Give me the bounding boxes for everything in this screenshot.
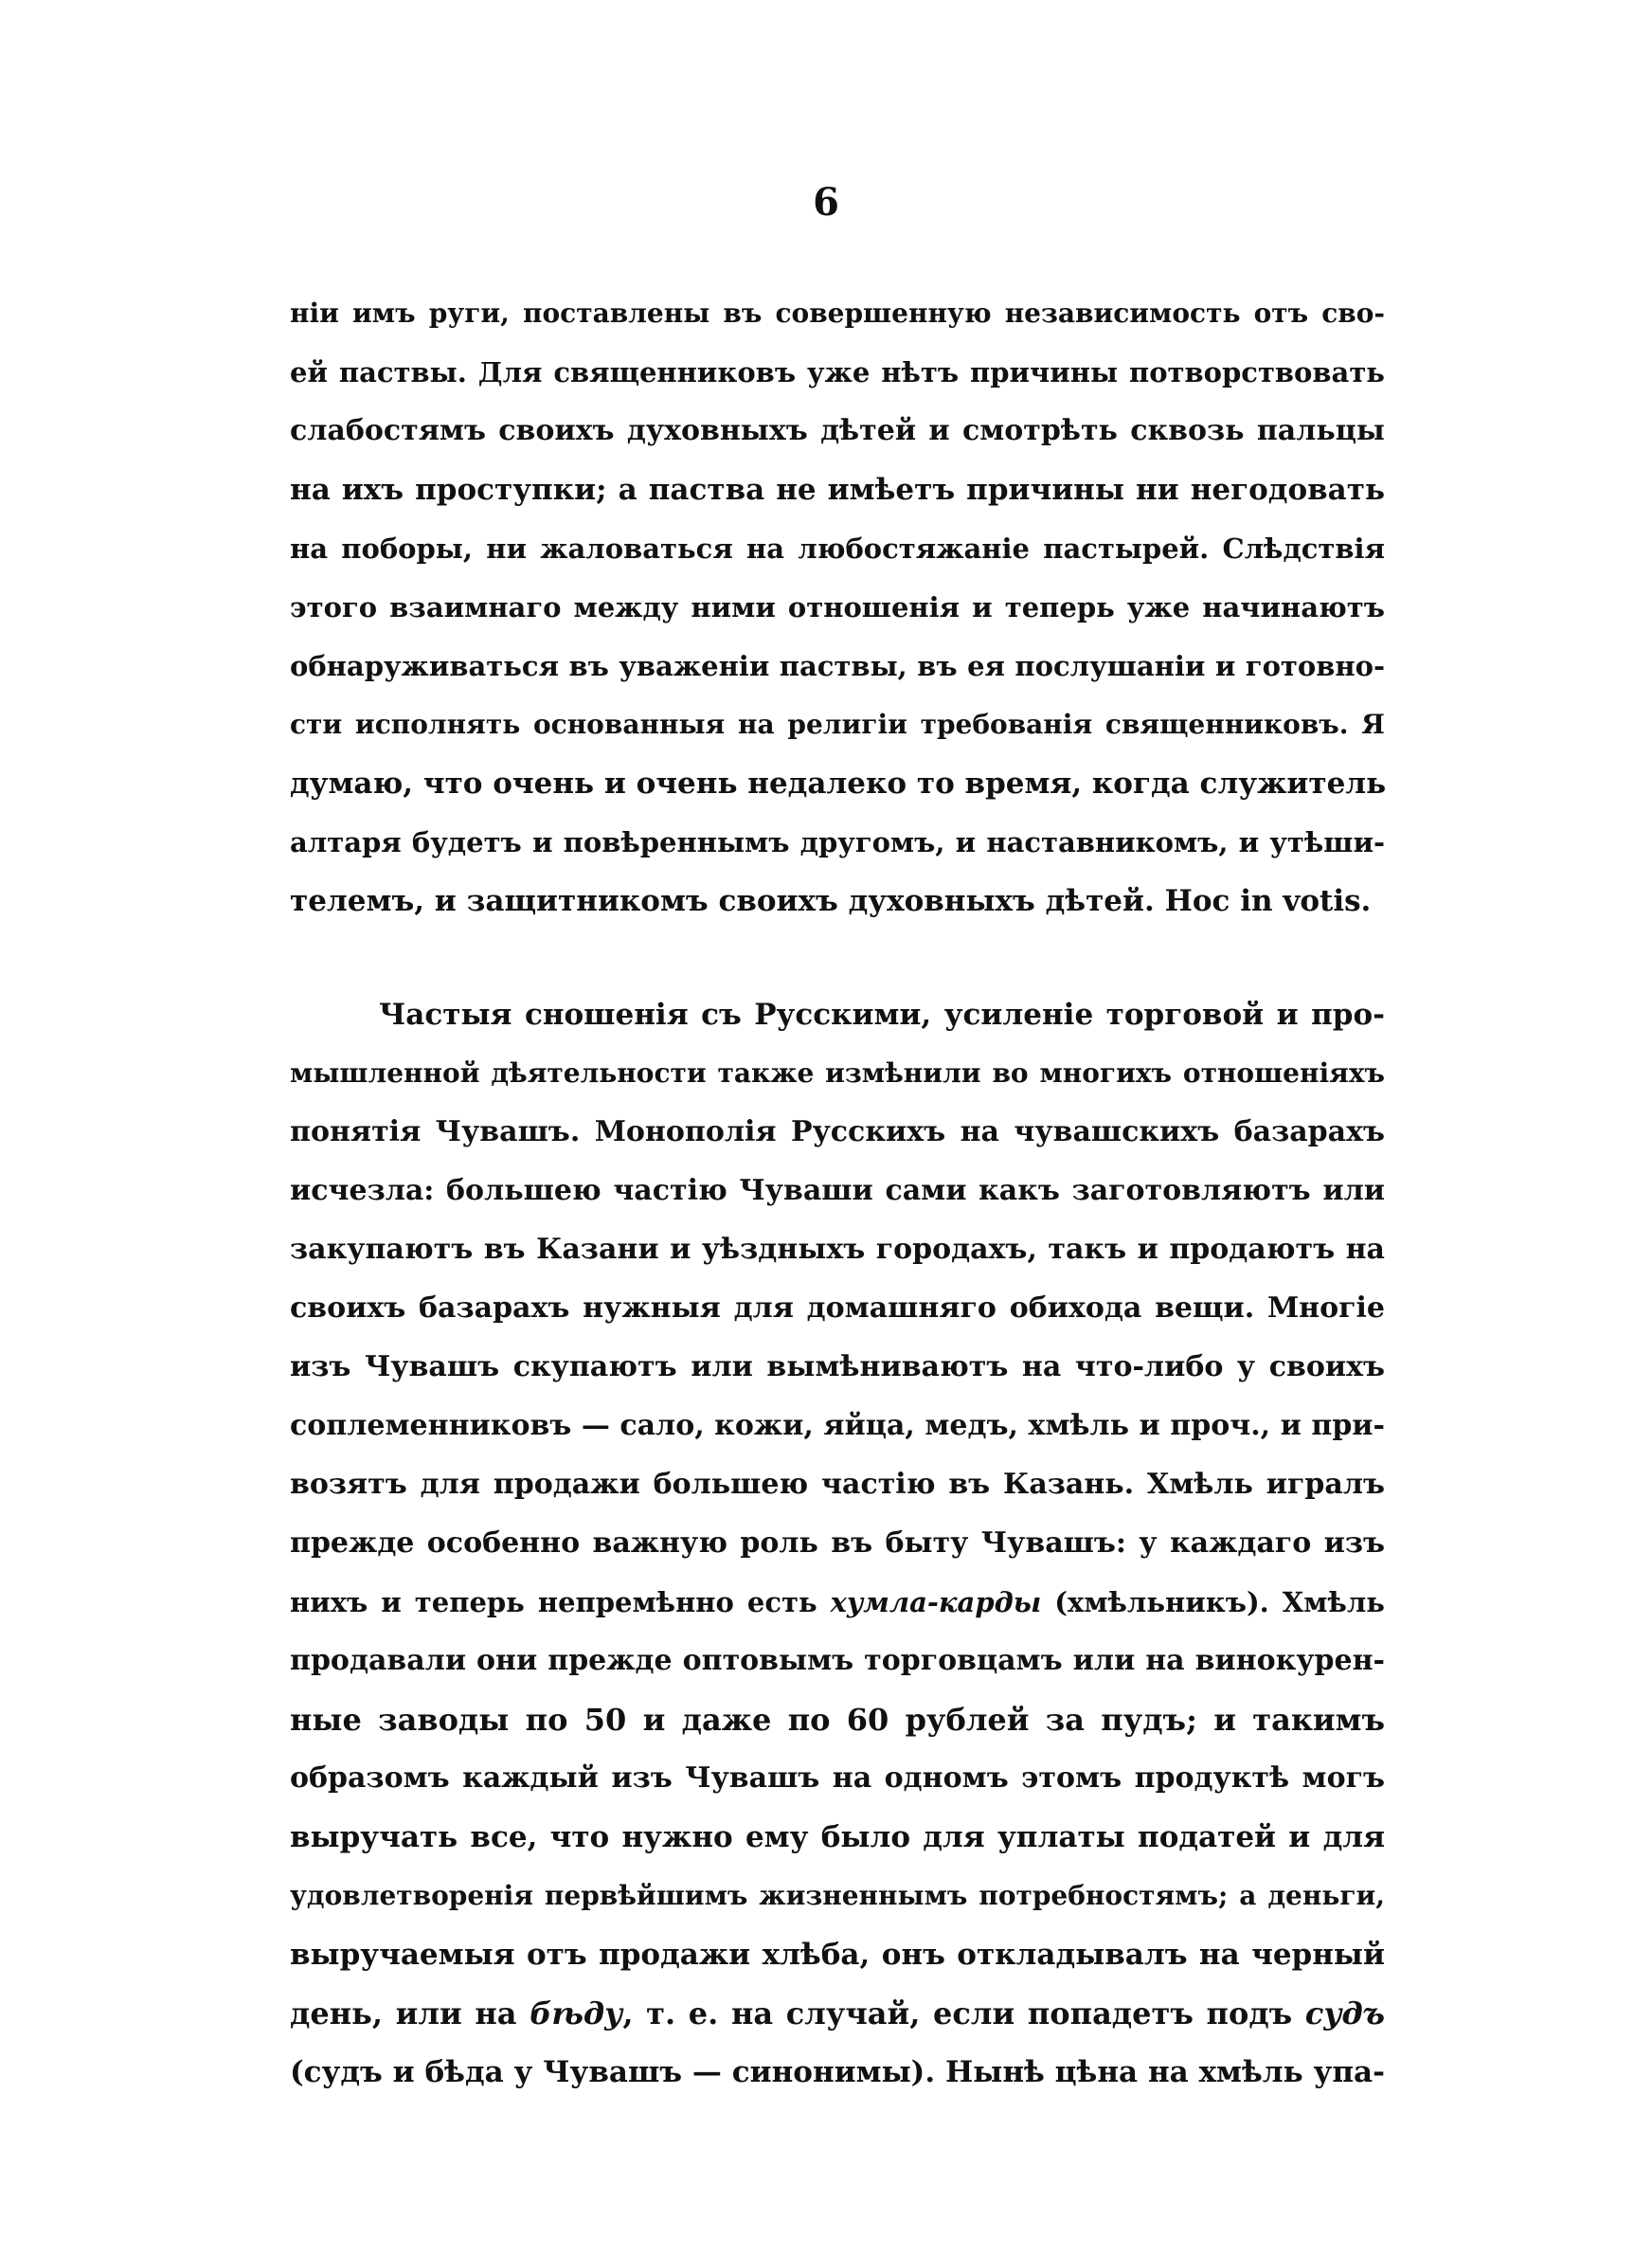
text-line: слабостямъ своихъ духовныхъ дѣтей и смотрѣть сквозь пальцы (290, 414, 1385, 447)
text-line: удовлетворенiя первѣйшимъ жизненнымъ потребностямъ; а деньги, (290, 1880, 1385, 1911)
text-line: выручаемыя отъ продажи хлѣба, онъ откладывалъ на черный (290, 1938, 1385, 1972)
text-line: закупаютъ въ Казани и уѣздныхъ городахъ, такъ и продаютъ на (290, 1233, 1385, 1266)
page-number: 6 (813, 180, 839, 225)
text-line: мышленной дѣятельности также измѣнили во многихъ отношенiяхъ (290, 1057, 1385, 1089)
text-line: соплеменниковъ — сало, кожи, яйца, медъ, хмѣль и проч., и при- (290, 1409, 1385, 1442)
text-line: на поборы, ни жаловаться на любостяжанiе пастырей. Слѣдствiя (290, 533, 1385, 565)
text-line: продавали они прежде оптовымъ торговцамъ или на винокурен- (290, 1644, 1385, 1677)
text-line: день, или на бѣду, т. е. на случай, если попадетъ подъ судъ (290, 1995, 1386, 2031)
text-line: на ихъ проступки; а паства не имѣетъ причины ни негодовать (290, 473, 1385, 507)
text-line: нiи имъ руги, поставлены въ совершенную независимость отъ сво- (290, 298, 1385, 329)
text-line: своихъ базарахъ нужныя для домашняго обихода вещи. Многiе (290, 1291, 1385, 1325)
text-line: выручать все, что нужно ему было для уплаты податей и для (290, 1820, 1385, 1854)
text-line: Частыя сношенiя съ Русскими, усиленiе торговой и про- (379, 998, 1385, 1032)
text-line: понятiя Чувашъ. Монополiя Русскихъ на чувашскихъ базарахъ (290, 1115, 1385, 1148)
text-line: думаю, что очень и очень недалеко то время, когда служитель (290, 767, 1387, 801)
text-line: этого взаимнаго между ними отношенiя и теперь уже начинаютъ (290, 591, 1385, 623)
text-line: возятъ для продажи большею частiю въ Казань. Хмѣль игралъ (290, 1468, 1385, 1501)
text-line: ей паствы. Для священниковъ уже нѣтъ причины потворствовать (290, 356, 1385, 388)
text-line: образомъ каждый изъ Чувашъ на одномъ этомъ продуктѣ могъ (290, 1761, 1385, 1795)
paragraph-2 (290, 985, 1385, 2102)
text-line: обнаруживаться въ уваженiи паствы, въ ея послушанiи и готовно- (290, 650, 1385, 682)
text-line: исчезла: большею частiю Чуваши сами какъ заготовляютъ или (290, 1174, 1385, 1207)
text-line: изъ Чувашъ скупаютъ или вымѣниваютъ на что-либо у своихъ (290, 1350, 1385, 1383)
text-line: сти исполнять основанныя на религiи требованiя священниковъ. Я (290, 709, 1385, 740)
paragraph-1 (290, 284, 1385, 930)
text-line: алтаря будетъ и повѣреннымъ другомъ, и наставникомъ, и утѣши- (290, 826, 1385, 858)
text-line: телемъ, и защитникомъ своихъ духовныхъ дѣтей. Hoc in votis. (290, 884, 1372, 918)
text-line: ные заводы по 50 и даже по 60 рублей за пудъ; и такимъ (290, 1702, 1385, 1738)
text-line: прежде особенно важную роль въ быту Чувашъ: у каждаго изъ (290, 1526, 1385, 1560)
text-line: нихъ и теперь непремѣнно есть хумла-карды (хмѣльникъ). Хмѣль (290, 1586, 1385, 1618)
text-line: (судъ и бѣда у Чувашъ — синонимы). Нынѣ цѣна на хмѣль упа- (290, 2055, 1385, 2089)
